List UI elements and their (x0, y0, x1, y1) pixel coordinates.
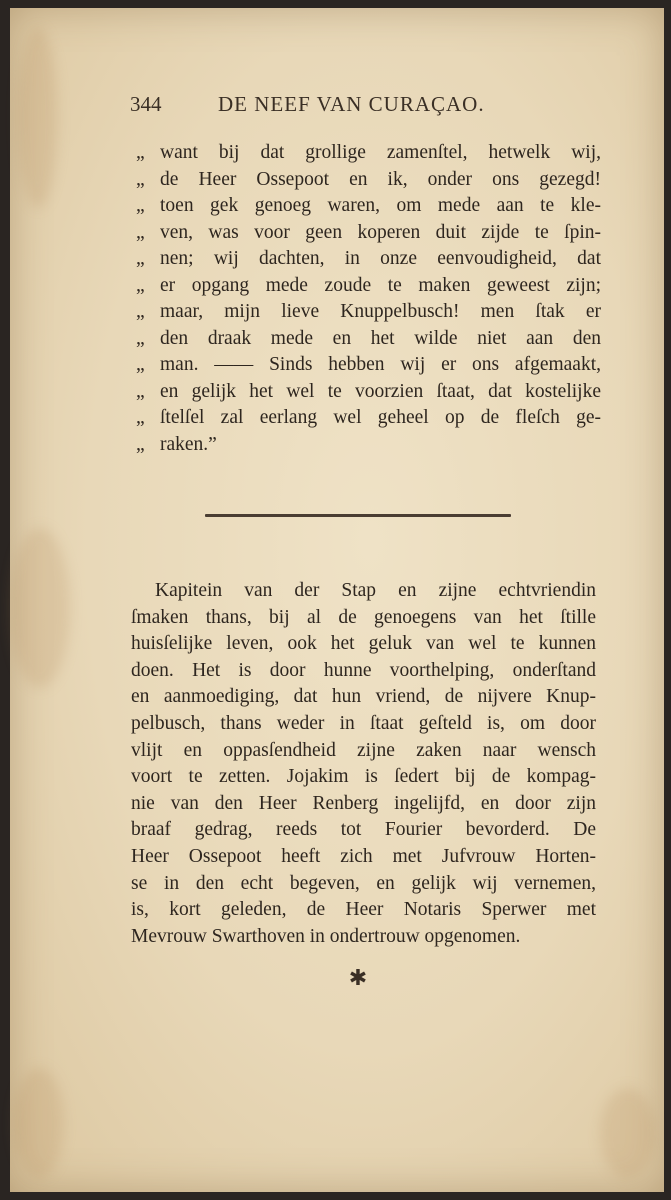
quote-mark: „ (136, 407, 145, 428)
text-line: Mevrouw Swarthoven in ondertrouw opgenomen. (131, 925, 521, 947)
text-line: voort te zetten. Jojakim is ſedert bij de kompag- (131, 766, 596, 788)
text-line: doen. Het is door hunne voorthelping, onderſtand (131, 659, 596, 681)
quote-mark: „ (136, 301, 145, 322)
end-ornament-icon: ✱ (348, 966, 368, 991)
text-line: „ man. —— Sinds hebben wij er ons afgemaakt, (136, 352, 601, 379)
text-line: is, kort geleden, de Heer Notaris Sperwer met (131, 899, 596, 921)
text-line: „ nen; wij dachten, in onze eenvoudigheid, dat (136, 246, 601, 273)
text-line: braaf gedrag, reeds tot Fourier bevorderd. De (131, 819, 596, 841)
text-line: pelbusch, thans weder in ſtaat geſteld is, om door (131, 712, 596, 734)
quote-mark: „ (136, 274, 145, 296)
text-line: ſmaken thans, bij al de genoegens van het ſtille (131, 606, 596, 628)
text-line: „ de Heer Ossepoot en ik, onder ons gezegd! (136, 167, 601, 194)
text-line: „ maar, mijn lieve Knuppelbusch! men ſtak er (136, 299, 601, 326)
quote-mark: „ (136, 327, 145, 349)
text-line: „ toen gek genoeg waren, om mede aan te kle- (136, 193, 601, 220)
text-line: „ want bij dat grollige zamenſtel, hetwelk wij, (136, 140, 601, 167)
quoted-passage (136, 140, 601, 458)
text-line: se in den echt begeven, en gelijk wij vernemen, (131, 872, 596, 894)
text-line: „ er opgang mede zoude te maken geweest zijn; (136, 273, 601, 300)
running-title: DE NEEF VAN CURAÇAO. (218, 92, 485, 116)
closing-paragraph (131, 578, 596, 950)
quote-mark: „ (136, 248, 145, 269)
text-line: nie van den Heer Renberg ingelijfd, en door zijn (131, 792, 596, 814)
text-line: „ raken.” (136, 432, 601, 459)
text-line: en aanmoediging, dat hun vriend, de nijvere Knup- (131, 686, 596, 708)
text-line: Kapitein van der Stap en zijne echtvriendin (155, 580, 596, 601)
section-divider (205, 514, 511, 517)
quote-mark: „ (136, 195, 145, 216)
text-line: Heer Ossepoot heeft zich met Jufvrouw Horten- (131, 845, 596, 867)
text-line: „ den draak mede en het wilde niet aan den (136, 326, 601, 353)
text-line: vlijt en oppasſendheid zijne zaken naar wensch (131, 739, 596, 761)
text-line: „ ſtelſel zal eerlang wel geheel op de fleſch ge- (136, 405, 601, 432)
text-line: huisſelijke leven, ook het geluk van wel te kunnen (131, 633, 596, 655)
quote-mark: „ (136, 142, 145, 163)
quote-mark: „ (136, 380, 145, 402)
quote-mark: „ (136, 433, 145, 455)
text-line: „ en gelijk het wel te voorzien ſtaat, dat kostelijke (136, 379, 601, 406)
quote-mark: „ (136, 354, 145, 375)
page-number: 344 (130, 92, 162, 116)
quote-mark: „ (136, 168, 145, 190)
text-line: „ ven, was voor geen koperen duit zijde te ſpin- (136, 220, 601, 247)
quote-mark: „ (136, 221, 145, 243)
